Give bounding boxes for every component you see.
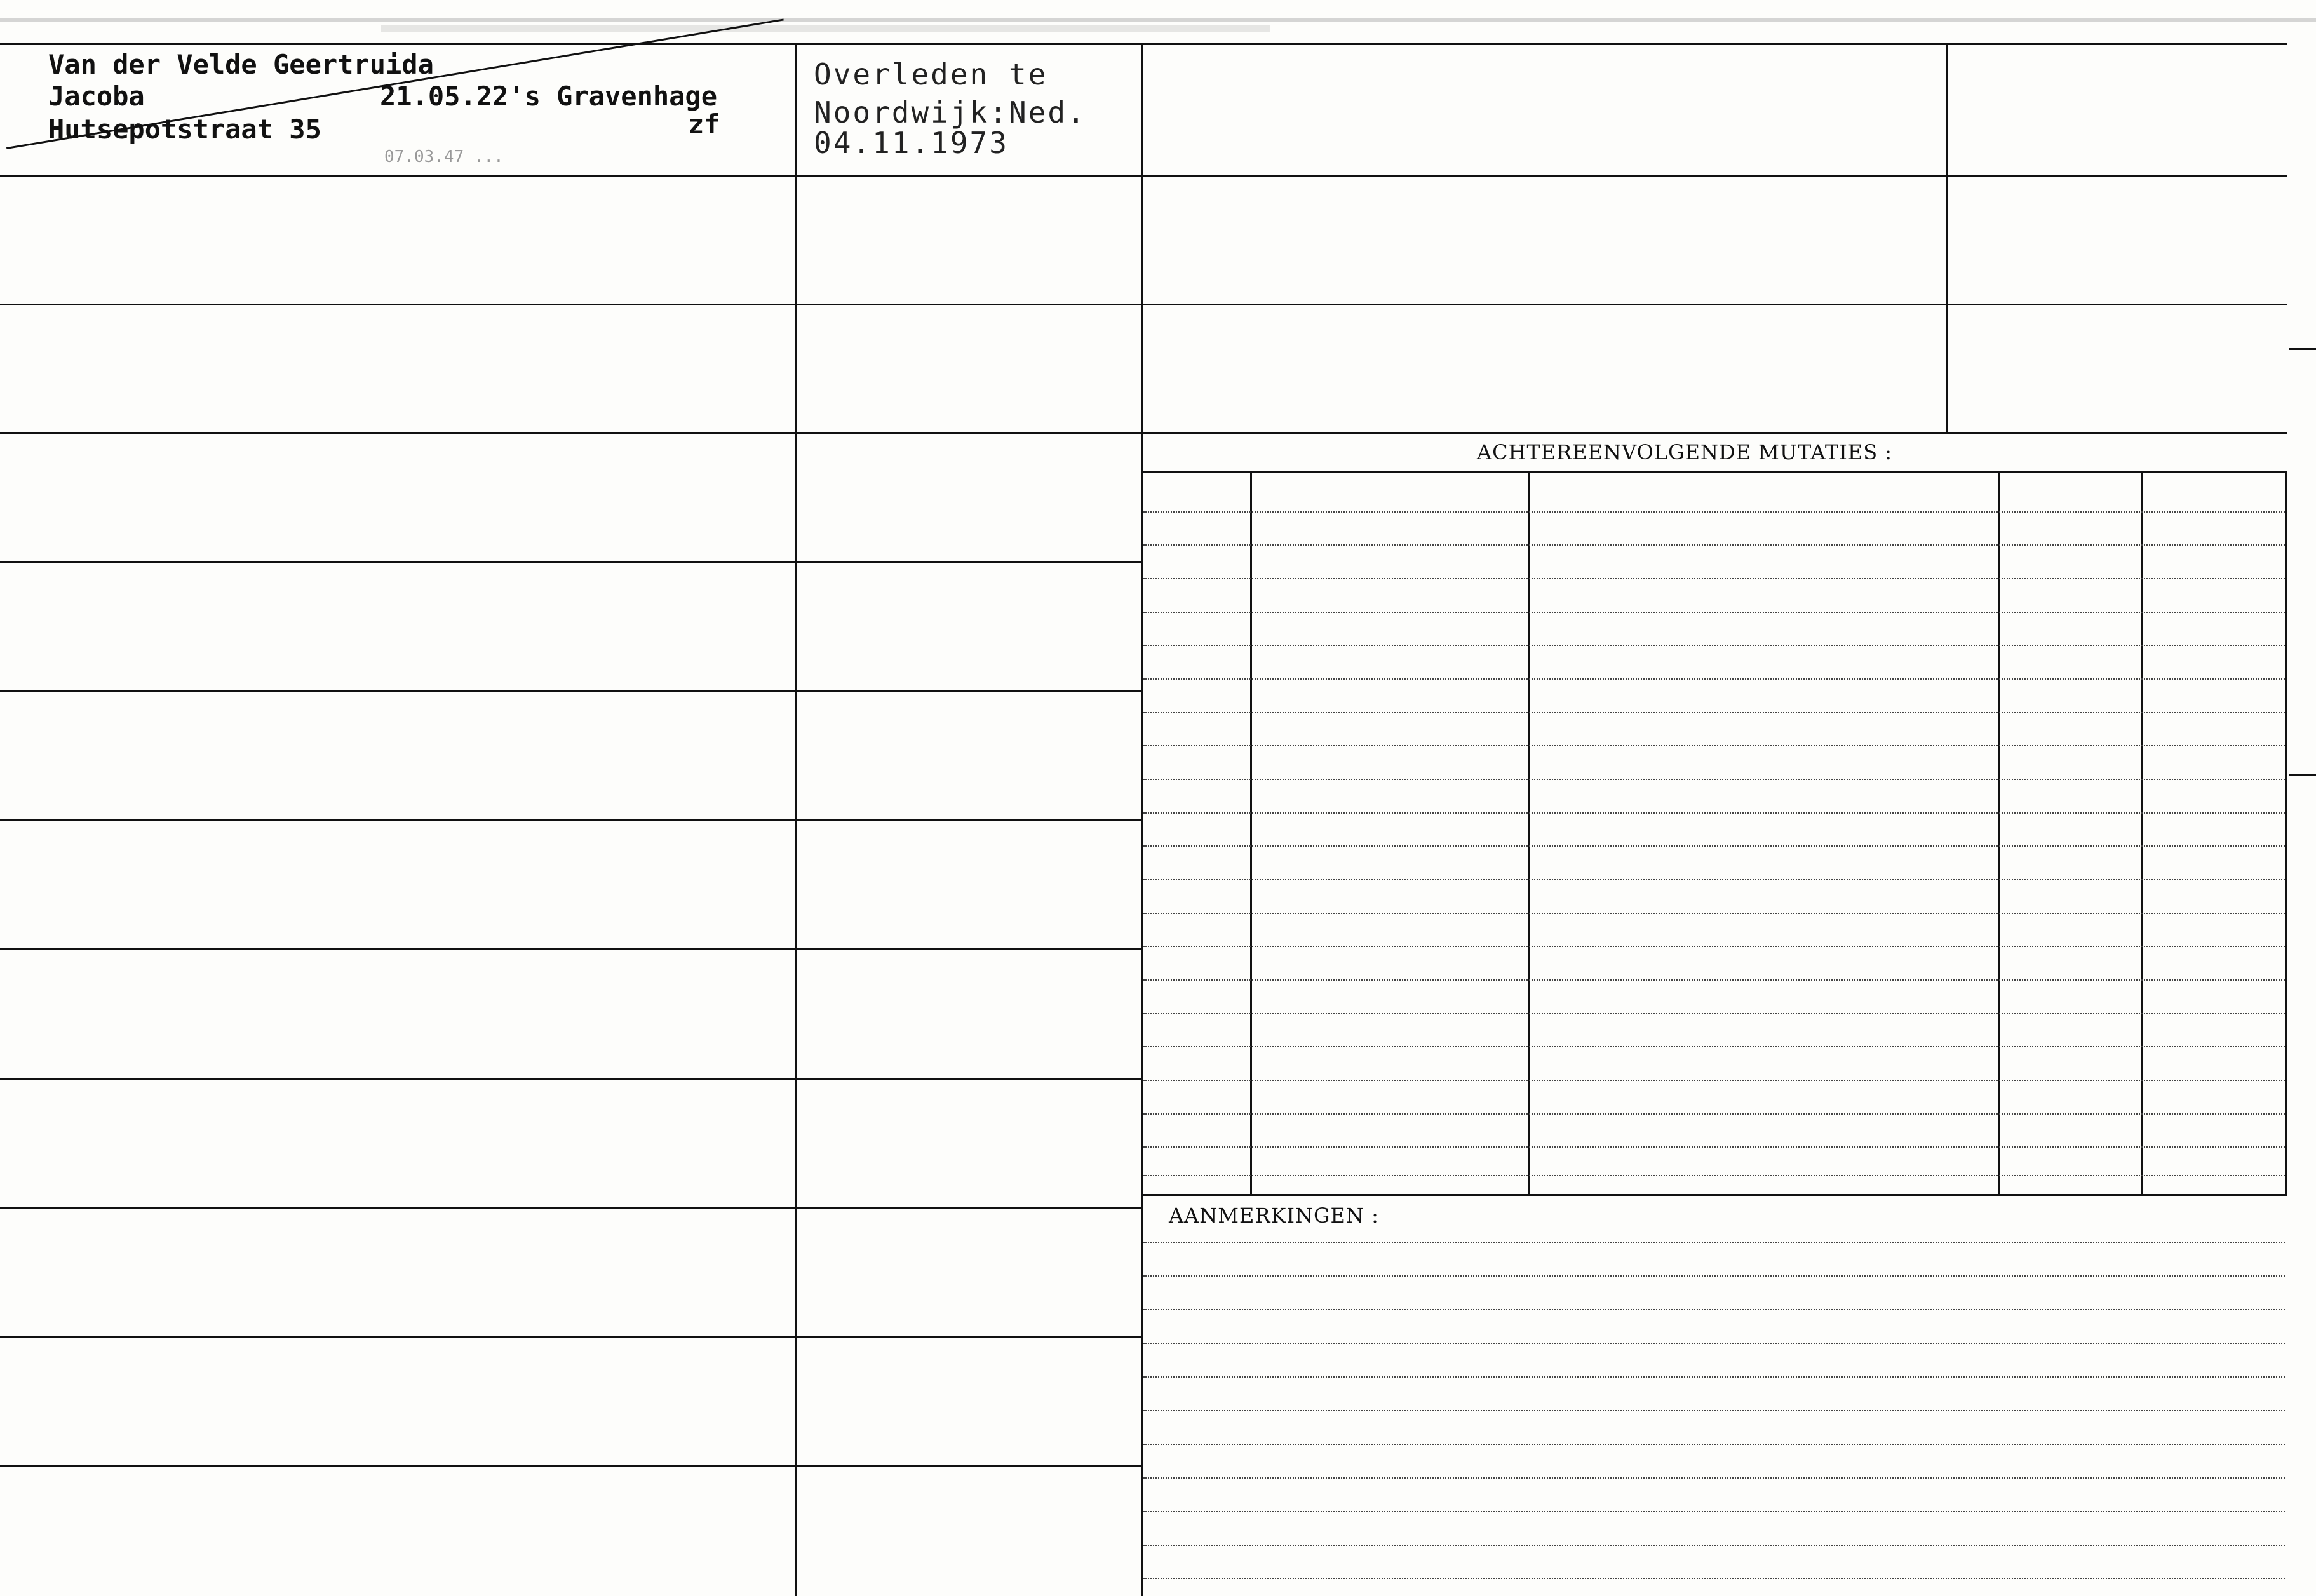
- mutation-row: [1143, 1080, 2285, 1081]
- remark-line: [1143, 1376, 2285, 1378]
- remark-line: [1143, 1477, 2285, 1479]
- mutation-row: [1143, 578, 2285, 579]
- mutation-row: [1143, 913, 2285, 914]
- mutations-right-border: [2285, 473, 2287, 1194]
- faint-date: 07.03.47 ...: [384, 147, 504, 166]
- death-note-line2: Noordwijk:Ned.: [814, 95, 1087, 130]
- mutations-col: [1528, 473, 1530, 1194]
- mutation-row: [1143, 1046, 2285, 1047]
- row-line: [0, 1207, 1141, 1209]
- mutation-row: [1143, 812, 2285, 814]
- person-name: Van der Velde Geertruida: [48, 49, 434, 80]
- death-note-line3: 04.11.1973: [814, 126, 1009, 160]
- mutation-row: [1143, 1175, 2285, 1176]
- person-given-name: Jacoba: [48, 81, 145, 112]
- mutations-col: [1250, 473, 1252, 1194]
- remark-line: [1143, 1275, 2285, 1277]
- mutation-row: [1143, 1013, 2285, 1014]
- remark-line: [1143, 1578, 2285, 1579]
- remark-line: [1143, 1309, 2285, 1310]
- mutation-row: [1143, 1113, 2285, 1115]
- edge-mark: [2289, 774, 2316, 776]
- row-line: [0, 304, 2287, 305]
- scan-edge: [0, 18, 2316, 22]
- row-line: [0, 819, 1141, 821]
- mutation-row: [1143, 745, 2285, 746]
- row-line: [0, 690, 1141, 692]
- row-line: [0, 1465, 1141, 1467]
- row-line: [0, 432, 2287, 434]
- scan-edge-2: [381, 25, 1270, 32]
- remark-line: [1143, 1343, 2285, 1344]
- mutation-row: [1143, 845, 2285, 847]
- mutations-col: [2141, 473, 2143, 1194]
- mutation-row: [1143, 544, 2285, 546]
- edge-mark: [2289, 348, 2316, 350]
- mutations-header: ACHTEREENVOLGENDE MUTATIES :: [1477, 440, 1893, 464]
- mutation-row: [1143, 511, 2285, 513]
- mutation-row: [1143, 979, 2285, 981]
- remark-line: [1143, 1511, 2285, 1512]
- mutation-row: [1143, 712, 2285, 713]
- mutations-col: [1998, 473, 2000, 1194]
- row-line: [0, 175, 2287, 177]
- column-divider-3: [1946, 44, 1948, 433]
- remark-line: [1143, 1444, 2285, 1445]
- address: Hutsepotstraat 35: [48, 114, 321, 145]
- column-divider-2: [1141, 44, 1143, 1596]
- mutation-row: [1143, 879, 2285, 880]
- mutation-row: [1143, 678, 2285, 680]
- mutation-row: [1143, 1146, 2285, 1148]
- mutations-top-border: [1143, 471, 2287, 473]
- top-border: [0, 43, 2287, 45]
- death-note-line1: Overleden te: [814, 57, 1048, 91]
- mutation-row: [1143, 645, 2285, 646]
- row-line: [0, 1336, 1141, 1338]
- row-line: [0, 561, 1141, 563]
- remark-line: [1143, 1545, 2285, 1546]
- row-line: [0, 1078, 1141, 1080]
- remark-line: [1143, 1410, 2285, 1411]
- birth-date-place: 21.05.22's Gravenhage: [380, 81, 718, 112]
- mutation-row: [1143, 946, 2285, 947]
- mutation-row: [1143, 612, 2285, 613]
- mutation-row: [1143, 779, 2285, 780]
- mutations-bottom-border: [1143, 1194, 2287, 1196]
- remarks-header: AANMERKINGEN :: [1169, 1204, 1379, 1228]
- row-line: [0, 948, 1141, 950]
- relation: zf: [688, 109, 720, 140]
- remark-line: [1143, 1242, 2285, 1243]
